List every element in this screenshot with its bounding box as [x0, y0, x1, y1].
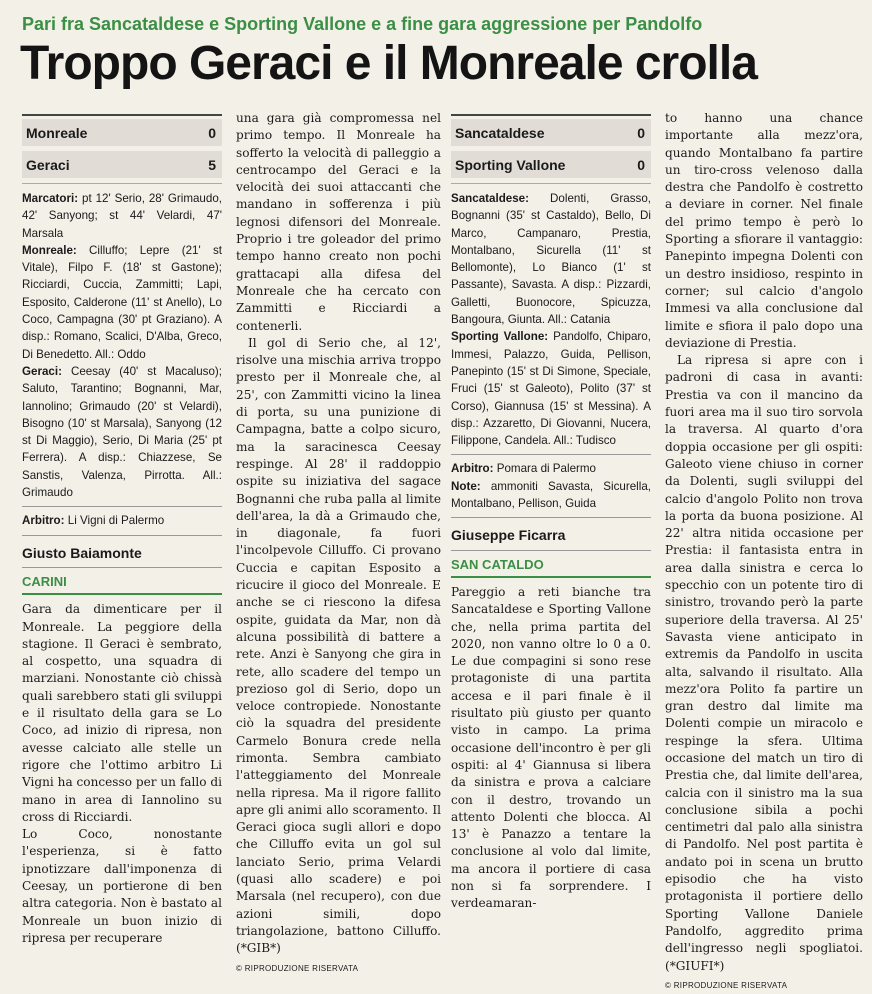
match-notes — [451, 478, 651, 513]
article-paragraph: to hanno una chance importante alla mezz'ora, quando Montalbano fa partire un tiro-cross velenoso dalla destra che Pandolfo è costretto a deviare in corner. Nel finale del primo tempo è però lo Sporting a sfiorare il vantaggio: Panepinto impegna Dolenti con un destro insidioso, respinto in corner; sul calcio d'angolo Immesi va alla conclusione dal limite e sfiora il palo dopo una deviazione di Prestia. — [665, 111, 863, 350]
score-row-home — [451, 119, 651, 146]
lineup-text: Pandolfo, Chiparo, Immesi, Palazzo, Guida, Pellison, Panepinto (15' st Di Simone, Speciale, Fruci (15' st Galeoto), Polito (37' st Corso), Giannusa (15' st Messina). A disp.: Azzaretto, Di Giovanni, Nucera, Filippone, Candela. All.: Tudisco — [451, 330, 651, 448]
score-row-away — [22, 151, 222, 178]
author-byline: Giusto Baiamonte — [22, 541, 222, 568]
lineup-sancataldese — [451, 190, 651, 328]
author-byline: Giuseppe Ficarra — [451, 523, 651, 550]
team-goals: 0 — [208, 125, 216, 141]
article-paragraph: Gara da dimenticare per il Monreale. La peggiore della stagione. Il Geraci è sembrato, al cospetto, una squadra di marziani. Nonostante ciò chissà quali sarebbero stati gli sviluppi e il risultato della gara se Lo Coco, ad inizio di ripresa, non avesse calciato alle stelle un rigore che l'ottimo arbitro Li Vigni ha concesso per un fallo di mano in area di Iannolino su cross di Ricciardi. — [22, 602, 222, 824]
article-paragraph: Pareggio a reti bianche tra Sancataldese e Sporting Vallone che, nella prima partita del 2020, non vanno oltre lo 0 a 0. Le due compagini si sono rese protagoniste di una partita accesa e il pari finale è il risultato più giusto per quanto visto in campo. La prima occasione dell'incontro è per gli ospiti: al 4' Giannusa si libera da sinistra e prova a calciare con il destro, trovando un attento Dolenti che blocca. Al 13' è Panazzo a tentare la conclusione al volo dal limite, ma ancora il portiere di casa non si fa sorprendere. I verdeamaran- — [451, 584, 651, 911]
notes-label: Note: — [451, 479, 481, 493]
column-1 — [22, 114, 222, 947]
divider — [451, 517, 651, 518]
dateline-place: SAN CATALDO — [451, 551, 651, 578]
article-kicker: Pari fra Sancataldese e Sporting Vallone e a fine gara aggressione per Pandolfo — [22, 14, 703, 34]
referee-text: Pomara di Palermo — [496, 462, 596, 476]
marcatori — [22, 190, 222, 242]
article-paragraph: Lo Coco, nonostante l'esperienza, si è fatto ipnotizzare dall'imponenza di Ceesay, un portierone di ben altra categoria. Non è bastato al Monreale un buon inizio di ripresa per recuperare — [22, 827, 222, 945]
team-goals: 5 — [208, 157, 216, 173]
article-paragraph: una gara già compromessa nel primo tempo. Il Monreale ha sofferto la velocità di palleggio a centrocampo del Geraci e la velocità dei suoi attaccanti che mandano in sofferenza i più legnosi difensori del Monreale. Proprio i tre goleador del primo tempo hanno creato non pochi grattacapi alla difesa del Monreale che ha cercato con Zammitti e Ricciardi a contenerli. — [236, 111, 441, 333]
lineup-text: Ceesay (40' st Macaluso); Saluto, Tarantino; Bognanni, Mar, Iannolino; Grimaudo (20' st Velardi), Bisogno (10' st Marsala), Sanyong (12 st Di Maggio), Serio, Di Maria (25' pt Ferrera). A disp.: Chiazzese, Se Sanstis, Valenza, Pirrotta. All.: Grimaudo — [22, 364, 222, 500]
lineup-text: Dolenti, Grasso, Bognanni (35' st Castaldo), Bello, Di Marco, Campanaro, Prestia, Montalbano, Sicurella (11' st Bellomonte), Lo Bianco (1' st Passante), Savasta. A disp.: Pizzardi, Galletti, Buonocore, Spicuzza, Bangoura, Giunta. All.: Catania — [451, 192, 651, 327]
referee-text: Li Vigni di Palermo — [67, 514, 165, 528]
score-row-home — [22, 119, 222, 146]
copyright-notice: © RIPRODUZIONE RISERVATA — [236, 963, 359, 973]
divider — [22, 535, 222, 536]
lineup-label: Geraci: — [22, 364, 62, 378]
score-row-away — [451, 151, 651, 178]
lineup-sporting-vallone — [451, 328, 651, 449]
article-paragraph: Il gol di Serio che, al 12', risolve una mischia arriva troppo presto per il Monreale che, al 25', con Zammitti vicino la linea di porta, su una punizione di Campagna, batte a colpo sicuro, ma la saracinesca Ceesay respinge. Al 28' il raddoppio ospite su iniziativa del sagace Bognanni che ruba palla al limite dell'area, la dà a Grimaudo che, in diagonale, fa fuori l'incolpevole Cilluffo. Ci provano Cuccia e capitan Esposito a ricucire il gioco del Monreale. E anche se ci riescono la difesa ospite, guidata da Mar, non dà alcuna possibilità di battere a rete. Anzi è Sanyong che gira in rete, allo scadere del tempo un prezioso gol di Serio, dopo un veloce contropiede. Nonostante ciò la squadra del presidente Carmelo Bonura crede nella rimonta. Sembra cambiato l'atteggiamento del Monreale nella ripresa. Ma il rigore fallito apre gli animi allo scoramento. Il Geraci gioca sugli allori e dopo che Cilluffo evita un gol sul lanciato Serio, prima Velardi (quasi allo scadere) e poi Marsala (nel recupero), con due azioni simili, dopo triangolazione, battono Cilluffo. (*GIB*) — [236, 335, 441, 956]
lineup-text: Cilluffo; Lepre (21' st Vitale), Filpo F. (18' st Gastone); Ricciardi, Cuccia, Zammitti; Lapi, Esposito, Calderone (11' st Anello), Lo Coco, Campagna (30' pt Graziano). A disp.: Romano, Scalici, D'Alba, Greco, Di Benedetto. All.: Oddo — [22, 243, 222, 361]
divider — [22, 506, 222, 507]
lineup-label: Sancataldese: — [451, 192, 529, 205]
referee — [22, 512, 222, 529]
marcatori-label: Marcatori: — [22, 192, 79, 205]
scoreboard-sancataldese-sporting — [451, 114, 651, 184]
article-paragraph: La ripresa si apre con i padroni di casa in avanti: Prestia va con il mancino da fuori area ma il suo tiro sorvola la traversa. Al quarto d'ora doppia occasione per gli ospiti: Galeoto viene chiuso in corner da Dolenti, sugli sviluppi del calcio d'angolo Polito non trova la porta da buona posizione. Al 22' altra nitida occasione per Prestia: il fantasista entra in area dalla sinistra e cerca lo specchio con un potente tiro di sinistro, trovando però la parte superiore della traversa. Al 25' Savasta viene anticipato in extremis da Pandolfo in uscita alta, salvando il risultato. Alla mezz'ora Polito fa partire un gran destro dal limite ma Dolenti compie un miracolo e respinge la sfera. Ultima occasione del match un tiro di Prestia che, dal limite dell'area, calcia con il sinistro ma la sua conclusione sibila a pochi centimetri dal palo alla sinistra di Pandolfo. Nel post partita è andato poi in scena un brutto episodio che ha visto protagonista il portiere dello Sporting Vallone Daniele Pandolfo, aggredito prima dell'ingresso negli spogliatoi. (*GIUFI*) — [665, 353, 863, 973]
team-name: Sancataldese — [455, 125, 545, 141]
lineup-monreale — [22, 242, 222, 363]
team-goals: 0 — [637, 125, 645, 141]
referee-label: Arbitro: — [22, 514, 65, 528]
team-name: Sporting Vallone — [455, 157, 566, 173]
column-3 — [451, 114, 651, 913]
article-headline: Troppo Geraci e il Monreale crolla — [20, 37, 757, 90]
dateline-place: CARINI — [22, 568, 222, 595]
lineup-geraci — [22, 363, 222, 501]
column-4 — [665, 110, 863, 994]
team-goals: 0 — [637, 157, 645, 173]
referee-label: Arbitro: — [451, 462, 494, 476]
lineup-label: Monreale: — [22, 243, 77, 257]
divider — [451, 454, 651, 455]
team-name: Geraci — [26, 157, 70, 173]
column-2 — [236, 110, 441, 977]
marcatori-text: pt 12' Serio, 28' Grimaudo, 42' Sanyong; st 44' Velardi, 47' Marsala — [22, 192, 222, 240]
referee — [451, 460, 651, 477]
copyright-notice: © RIPRODUZIONE RISERVATA — [665, 980, 788, 990]
team-name: Monreale — [26, 125, 88, 141]
scoreboard-monreale-geraci — [22, 114, 222, 184]
lineup-label: Sporting Vallone: — [451, 330, 549, 344]
notes-text: ammoniti Savasta, Sicurella, Montalbano, Pellison, Guida — [451, 479, 651, 511]
